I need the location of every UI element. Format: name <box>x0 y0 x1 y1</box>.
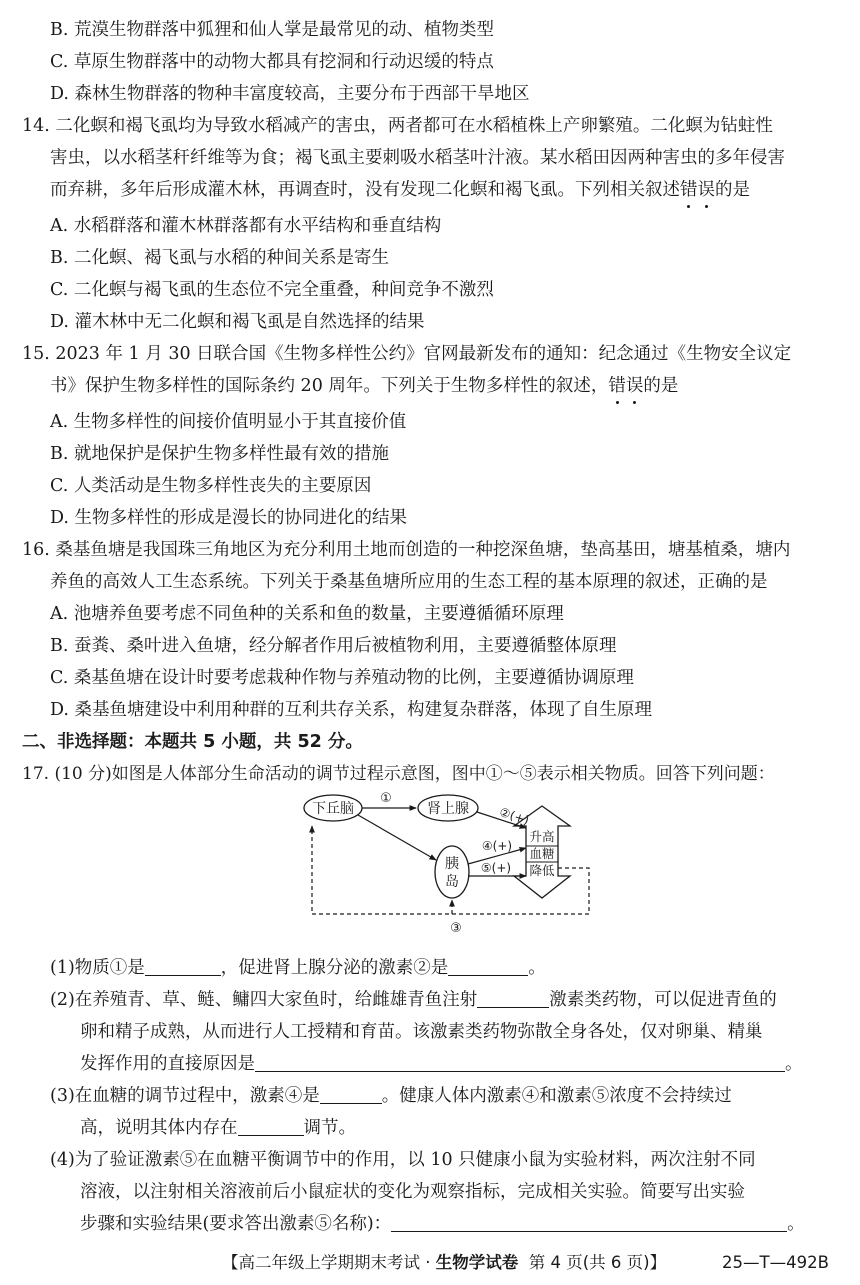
q13-option-c: C. 草原生物群落中的动物大都具有挖洞和行动迟缓的特点 <box>50 52 494 72</box>
glucose-label: 血糖 <box>529 846 555 861</box>
q16-stem-line1: 16. 桑基鱼塘是我国珠三角地区为充分利用土地而创造的一种挖深鱼塘，垫高基田，塘基植桑，塘内 <box>22 540 791 560</box>
q15-stem-line1: 15. 2023 年 1 月 30 日联合国《生物多样性公约》官网最新发布的通知：纪念通过《生物安全议定 <box>22 344 792 364</box>
q17-sub4-line3: 步骤和实验结果(要求答出激素⑤名称)： 。 <box>80 1214 805 1234</box>
q17-sub2-line3: 发挥作用的直接原因是 。 <box>80 1054 803 1074</box>
emphasis-mark: 错 <box>680 177 698 203</box>
q14-stem-line3: 而弃耕，多年后形成灌木林，再调查时，没有发现二化螟和褐飞虱。下列相关叙述错误的是 <box>50 177 750 203</box>
label-1: ① <box>380 791 392 806</box>
q16-stem-line2: 养鱼的高效人工生态系统。下列关于桑基鱼塘所应用的生态工程的基本原理的叙述，正确的是 <box>50 572 768 592</box>
q17-sub3-line2: 高，说明其体内存在 调节。 <box>80 1118 356 1138</box>
answer-blank[interactable] <box>391 1213 787 1232</box>
q16-option-d: D. 桑基鱼塘建设中利用种群的互利共存关系，构建复杂群落，体现了自生原理 <box>50 700 653 720</box>
q17-stem: 17. (10 分)如图是人体部分生命活动的调节过程示意图，图中①～⑤表示相关物质。回答下列问题： <box>22 764 775 784</box>
q15-option-a: A. 生物多样性的间接价值明显小于其直接价值 <box>50 412 407 432</box>
footer-title: 【高二年级上学期期末考试 · 生物学试卷 第 4 页(共 6 页)】 <box>222 1253 667 1272</box>
q17-sub3-line1: (3)在血糖的调节过程中，激素④是 。健康人体内激素④和激素⑤浓度不会持续过 <box>50 1086 732 1106</box>
islet-node <box>435 846 469 898</box>
answer-blank[interactable] <box>238 1117 304 1136</box>
adrenal-label: 肾上腺 <box>427 801 469 817</box>
footer-code: 25—T—492B <box>722 1253 829 1272</box>
footer-subject: 生物学试卷 <box>435 1253 519 1272</box>
q15-option-c: C. 人类活动是生物多样性丧失的主要原因 <box>50 476 372 496</box>
label-2: ②(+) <box>497 804 531 828</box>
q17-sub2-line2: 卵和精子成熟，从而进行人工授精和育苗。该激素类药物弥散全身各处，仅对卵巢、精巢 <box>80 1022 763 1042</box>
q14-stem-line1: 14. 二化螟和褐飞虱均为导致水稻减产的害虫，两者都可在水稻植株上产卵繁殖。二化螟为钻蛀性 <box>22 116 773 136</box>
emphasis-mark: 错 <box>608 373 626 399</box>
islet-label-1: 胰 <box>445 856 459 872</box>
label-4: ④(+) <box>481 839 513 853</box>
q16-option-b: B. 蚕粪、桑叶进入鱼塘，经分解者作用后被植物利用，主要遵循整体原理 <box>50 636 617 656</box>
q15-option-b: B. 就地保护是保护生物多样性最有效的措施 <box>50 444 389 464</box>
section-heading: 二、非选择题：本题共 5 小题，共 52 分。 <box>22 732 363 752</box>
q14-option-d: D. 灌木林中无二化螟和褐飞虱是自然选择的结果 <box>50 312 425 332</box>
hypothalamus-label: 下丘脑 <box>312 801 354 817</box>
q14-option-b: B. 二化螟、褐飞虱与水稻的种间关系是寄生 <box>50 248 389 268</box>
lower-label: 降低 <box>529 863 555 878</box>
emphasis-mark: 误 <box>698 177 716 203</box>
q16-option-c: C. 桑基鱼塘在设计时要考虑栽种作物与养殖动物的比例，主要遵循协调原理 <box>50 668 634 688</box>
arrow-hypothalamus-islet <box>358 815 436 860</box>
q17-sub4-line1: (4)为了验证激素⑤在血糖平衡调节中的作用，以 10 只健康小鼠为实验材料，两次注射不同 <box>50 1150 756 1170</box>
label-3: ③ <box>450 921 462 936</box>
q13-option-b: B. 荒漠生物群落中狐狸和仙人掌是最常见的动、植物类型 <box>50 20 494 40</box>
q13-option-d: D. 森林生物群落的物种丰富度较高，主要分布于西部干旱地区 <box>50 84 530 104</box>
q17-sub1: (1)物质①是 ，促进肾上腺分泌的激素②是 。 <box>50 958 546 978</box>
footer-page-number: 第 4 页(共 6 页)】 <box>528 1253 667 1272</box>
q17-sub4-line2: 溶液，以注射相关溶液前后小鼠症状的变化为观察指标，完成相关实验。简要写出实验 <box>80 1182 745 1202</box>
answer-blank[interactable] <box>145 957 221 976</box>
emphasis-mark: 误 <box>626 373 644 399</box>
q14-stem-line2: 害虫，以水稻茎秆纤维等为食；褐飞虱主要刺吸水稻茎叶汁液。某水稻田因两种害虫的多年侵害 <box>50 148 785 168</box>
q15-option-d: D. 生物多样性的形成是漫长的协同进化的结果 <box>50 508 408 528</box>
regulation-diagram <box>300 788 600 938</box>
islet-label-2: 岛 <box>445 874 459 890</box>
q15-stem-line2: 书》保护生物多样性的国际条约 20 周年。下列关于生物多样性的叙述，错误的是 <box>50 373 678 399</box>
raise-label: 升高 <box>529 829 555 844</box>
answer-blank[interactable] <box>477 989 549 1008</box>
q16-option-a: A. 池塘养鱼要考虑不同鱼种的关系和鱼的数量，主要遵循循环原理 <box>50 604 564 624</box>
label-5: ⑤(+) <box>480 861 512 875</box>
q14-option-c: C. 二化螟与褐飞虱的生态位不完全重叠，种间竞争不激烈 <box>50 280 494 300</box>
answer-blank[interactable] <box>320 1085 382 1104</box>
answer-blank[interactable] <box>448 957 528 976</box>
q17-sub2-line1: (2)在养殖青、草、鲢、鳙四大家鱼时，给雌雄青鱼注射 激素类药物，可以促进青鱼的 <box>50 990 777 1010</box>
q14-option-a: A. 水稻群落和灌木林群落都有水平结构和垂直结构 <box>50 216 442 236</box>
answer-blank[interactable] <box>255 1053 785 1072</box>
page-footer <box>0 1250 860 1280</box>
